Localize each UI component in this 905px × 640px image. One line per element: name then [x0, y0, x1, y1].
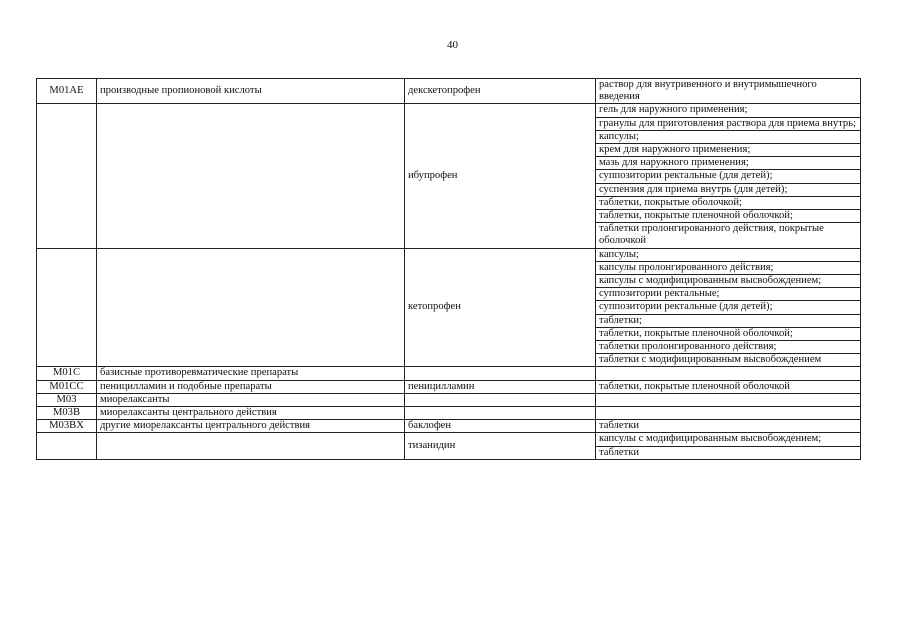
group-name-cell [97, 433, 405, 459]
atc-code-cell: M03BX [37, 420, 97, 433]
dosage-form-cell: таблетки пролонгированного действия; [596, 341, 861, 354]
drug-name-cell [405, 407, 596, 420]
dosage-form-cell: таблетки, покрытые оболочкой; [596, 196, 861, 209]
group-name-cell: миорелаксанты [97, 393, 405, 406]
atc-code-cell: M01AE [37, 79, 97, 104]
group-name-cell: миорелаксанты центрального действия [97, 407, 405, 420]
group-name-cell: базисные противоревматические препараты [97, 367, 405, 380]
atc-code-cell: M01CC [37, 380, 97, 393]
dosage-form-cell [596, 407, 861, 420]
drug-name-cell: тизанидин [405, 433, 596, 459]
atc-code-cell: M01C [37, 367, 97, 380]
dosage-form-cell: крем для наружного применения; [596, 144, 861, 157]
drug-name-cell [405, 393, 596, 406]
drug-table [36, 78, 861, 460]
group-name-cell [97, 104, 405, 248]
table-row [37, 380, 861, 393]
group-name-cell: пеницилламин и подобные препараты [97, 380, 405, 393]
atc-code-cell: M03B [37, 407, 97, 420]
dosage-form-cell: капсулы с модифицированным высвобождением; [596, 275, 861, 288]
drug-name-cell: ибупрофен [405, 104, 596, 248]
atc-code-cell: M03 [37, 393, 97, 406]
dosage-form-cell: гранулы для приготовления раствора для приема внутрь; [596, 117, 861, 130]
dosage-form-cell: мазь для наружного применения; [596, 157, 861, 170]
group-name-cell: другие миорелаксанты центрального действия [97, 420, 405, 433]
dosage-form-cell: таблетки [596, 420, 861, 433]
drug-table-body [37, 79, 861, 460]
drug-name-cell: кетопрофен [405, 248, 596, 367]
dosage-form-cell: капсулы; [596, 130, 861, 143]
table-row [37, 367, 861, 380]
atc-code-cell [37, 104, 97, 248]
dosage-form-cell: суппозитории ректальные (для детей); [596, 301, 861, 314]
table-row [37, 407, 861, 420]
dosage-form-cell: суппозитории ректальные (для детей); [596, 170, 861, 183]
atc-code-cell [37, 248, 97, 367]
table-row [37, 104, 861, 117]
dosage-form-cell: таблетки, покрытые пленочной оболочкой [596, 380, 861, 393]
group-name-cell: производные пропионовой кислоты [97, 79, 405, 104]
dosage-form-cell: суппозитории ректальные; [596, 288, 861, 301]
dosage-form-cell: таблетки, покрытые пленочной оболочкой; [596, 327, 861, 340]
drug-name-cell: баклофен [405, 420, 596, 433]
dosage-form-cell: раствор для внутривенного и внутримышечного введения [596, 79, 861, 104]
dosage-form-cell [596, 393, 861, 406]
table-row [37, 420, 861, 433]
dosage-form-cell: капсулы с модифицированным высвобождением; [596, 433, 861, 446]
table-row [37, 393, 861, 406]
dosage-form-cell: капсулы; [596, 248, 861, 261]
drug-name-cell [405, 367, 596, 380]
dosage-form-cell: таблетки пролонгированного действия, покрытые оболочкой [596, 223, 861, 248]
drug-name-cell: пеницилламин [405, 380, 596, 393]
atc-code-cell [37, 433, 97, 459]
dosage-form-cell: гель для наружного применения; [596, 104, 861, 117]
dosage-form-cell: таблетки; [596, 314, 861, 327]
dosage-form-cell [596, 367, 861, 380]
drug-name-cell: декскетопрофен [405, 79, 596, 104]
group-name-cell [97, 248, 405, 367]
dosage-form-cell: таблетки [596, 446, 861, 459]
dosage-form-cell: таблетки, покрытые пленочной оболочкой; [596, 210, 861, 223]
dosage-form-cell: таблетки с модифицированным высвобождением [596, 354, 861, 367]
dosage-form-cell: суспензия для приема внутрь (для детей); [596, 183, 861, 196]
table-row [37, 248, 861, 261]
page-number: 40 [447, 39, 458, 51]
table-row [37, 79, 861, 104]
table-row [37, 433, 861, 446]
dosage-form-cell: капсулы пролонгированного действия; [596, 261, 861, 274]
